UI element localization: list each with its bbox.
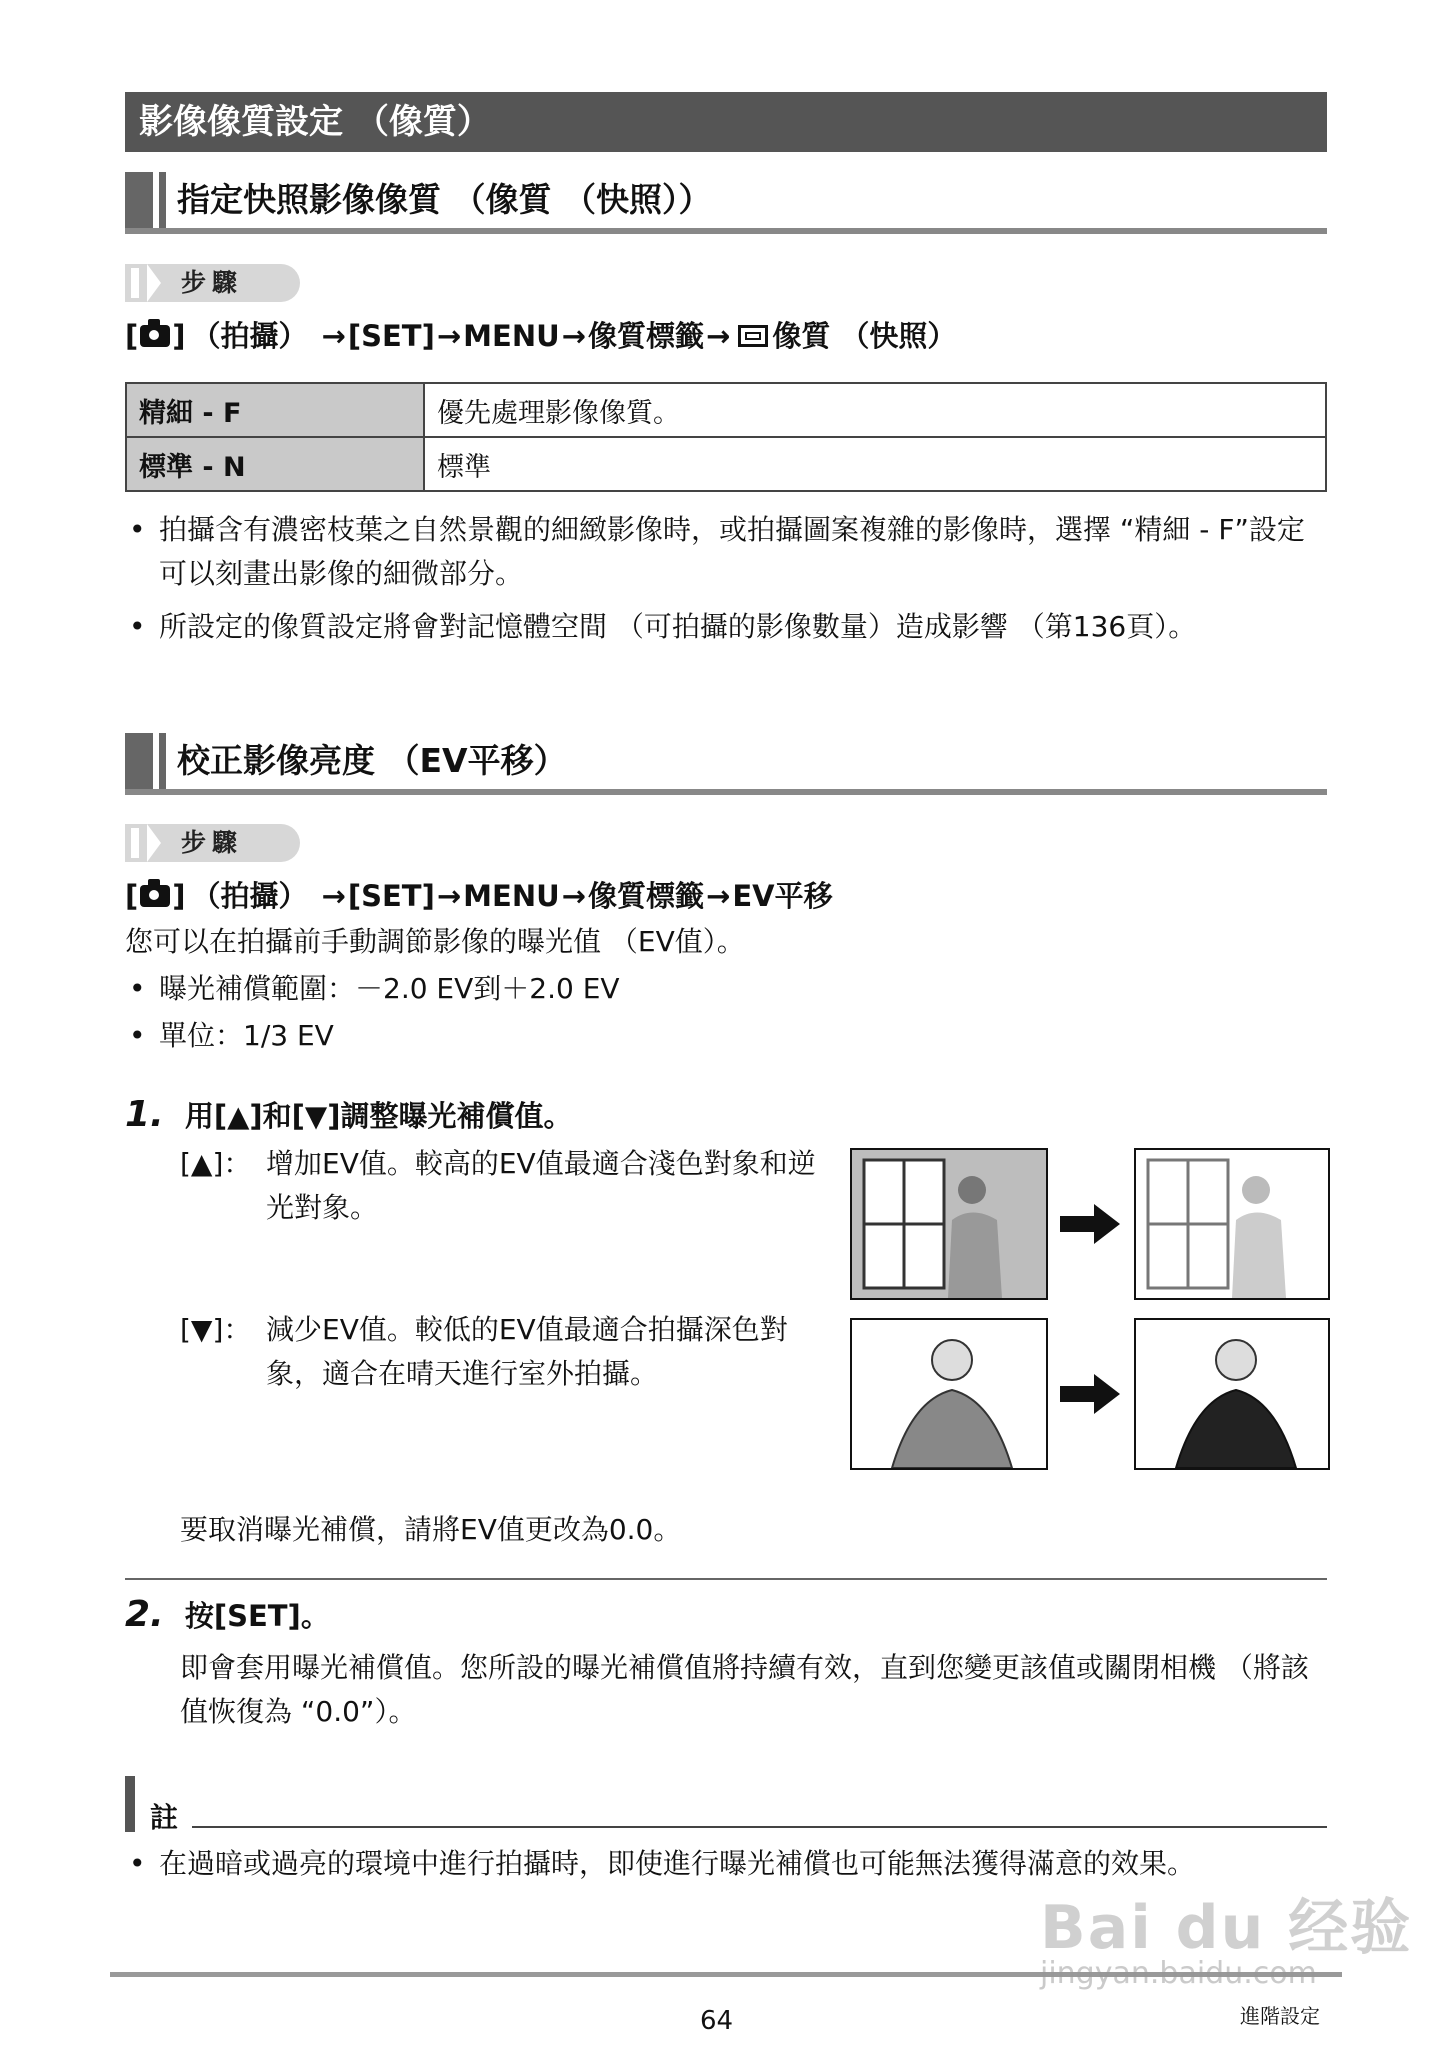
arrow-icon: → bbox=[561, 879, 586, 913]
table-key: 標準 - N bbox=[126, 437, 424, 491]
bracket-open: [ bbox=[125, 319, 139, 353]
menu-path bbox=[125, 316, 956, 356]
path-item: EV平移 bbox=[732, 879, 833, 913]
photo-before-bright bbox=[850, 1148, 1048, 1300]
path-mode: （拍攝） bbox=[191, 319, 308, 353]
section-title: 指定快照影像像質 （像質 （快照）） bbox=[177, 180, 712, 219]
table-key: 精細 - F bbox=[126, 383, 424, 437]
note-label: 註 bbox=[150, 1801, 179, 1834]
camera-icon bbox=[140, 325, 170, 347]
section-heading-quality bbox=[125, 172, 1327, 234]
path-mode: （拍攝） bbox=[191, 879, 308, 913]
watermark-logo: Bai du 经验 bbox=[1040, 1893, 1413, 1963]
down-description: 減少EV值。較低的EV值最適合拍攝深色對象，適合在晴天進行室外拍攝。 bbox=[266, 1313, 788, 1390]
steps-badge bbox=[125, 824, 300, 862]
path-tab: 像質標籤 bbox=[587, 879, 704, 913]
menu-path bbox=[125, 876, 833, 916]
step-title: 用[▲]和[▼]調整曝光補償值。 bbox=[184, 1099, 573, 1133]
path-menu: MENU bbox=[463, 879, 560, 913]
arrow-icon: → bbox=[561, 319, 586, 353]
table-value: 優先處理影像像質。 bbox=[424, 383, 1326, 437]
section-heading-ev bbox=[125, 733, 1327, 795]
arrow-icon: → bbox=[321, 879, 346, 913]
bracket-close: ] bbox=[172, 319, 186, 353]
step-number: 2. bbox=[125, 1594, 164, 1635]
intro-text: 您可以在拍攝前手動調節影像的曝光值 （EV值）。 bbox=[125, 925, 745, 958]
quality-icon bbox=[738, 325, 768, 347]
page-title: 影像像質設定 （像質） bbox=[125, 92, 1327, 152]
photo-after-bright bbox=[1134, 1148, 1330, 1300]
table-row bbox=[126, 383, 1326, 437]
list-item: • 所設定的像質設定將會對記憶體空間 （可拍攝的影像數量）造成影響 （第136頁）。 bbox=[125, 605, 1265, 649]
path-set: [SET] bbox=[347, 319, 435, 353]
arrow-icon: → bbox=[706, 319, 731, 353]
step-2-text: 即會套用曝光補償值。您所設的曝光補償值將持續有效，直到您變更該值或關閉相機 （將該值恢復為 “0.0”）。 bbox=[180, 1651, 1309, 1728]
step-title: 按[SET]。 bbox=[184, 1599, 330, 1633]
list-item: • 拍攝含有濃密枝葉之自然景觀的細緻影像時，或拍攝圖案複雜的影像時，選擇 “精細 - F”設定可以刻畫出影像的細微部分。 bbox=[125, 508, 1327, 596]
note-marker bbox=[125, 1776, 135, 1832]
bracket-close: ] bbox=[172, 879, 186, 913]
photo-before-dark bbox=[850, 1318, 1048, 1470]
photo-after-dark bbox=[1134, 1318, 1330, 1470]
steps-label: 步驟 bbox=[181, 828, 244, 857]
steps-badge bbox=[125, 264, 300, 302]
up-key: [▲]： bbox=[180, 1147, 252, 1180]
table-row bbox=[126, 437, 1326, 491]
path-set: [SET] bbox=[347, 879, 435, 913]
down-key: [▼]： bbox=[180, 1313, 252, 1346]
camera-icon bbox=[140, 885, 170, 907]
section-title: 校正影像亮度 （EV平移） bbox=[177, 741, 567, 780]
path-item: 像質 （快照） bbox=[772, 319, 957, 353]
footer-section: 進階設定 bbox=[1240, 2004, 1320, 2028]
step-1 bbox=[125, 1094, 572, 1135]
note-line bbox=[192, 1826, 1327, 1828]
list-item: • 單位：1/3 EV bbox=[125, 1014, 1327, 1058]
step-number: 1. bbox=[125, 1094, 164, 1135]
path-tab: 像質標籤 bbox=[587, 319, 704, 353]
divider bbox=[125, 1578, 1327, 1580]
arrow-icon: → bbox=[436, 879, 462, 913]
right-arrow-icon bbox=[1060, 1374, 1120, 1414]
list-item: • 在過暗或過亮的環境中進行拍攝時，即使進行曝光補償也可能無法獲得滿意的效果。 bbox=[125, 1842, 1305, 1886]
arrow-icon: → bbox=[706, 879, 731, 913]
cancel-text: 要取消曝光補償，請將EV值更改為0.0。 bbox=[180, 1513, 682, 1546]
quality-table bbox=[125, 382, 1327, 492]
step-2 bbox=[125, 1594, 330, 1635]
page-number: 64 bbox=[700, 2006, 734, 2036]
up-description: 增加EV值。較高的EV值最適合淺色對象和逆光對象。 bbox=[266, 1147, 816, 1224]
bracket-open: [ bbox=[125, 879, 139, 913]
arrow-icon: → bbox=[436, 319, 462, 353]
list-item: • 曝光補償範圍：－2.0 EV到＋2.0 EV bbox=[125, 967, 1327, 1011]
steps-label: 步驟 bbox=[181, 268, 244, 297]
right-arrow-icon bbox=[1060, 1204, 1120, 1244]
watermark-url: jingyan.baidu.com bbox=[1040, 1956, 1317, 1991]
path-menu: MENU bbox=[463, 319, 560, 353]
table-value: 標準 bbox=[424, 437, 1326, 491]
arrow-icon: → bbox=[321, 319, 346, 353]
